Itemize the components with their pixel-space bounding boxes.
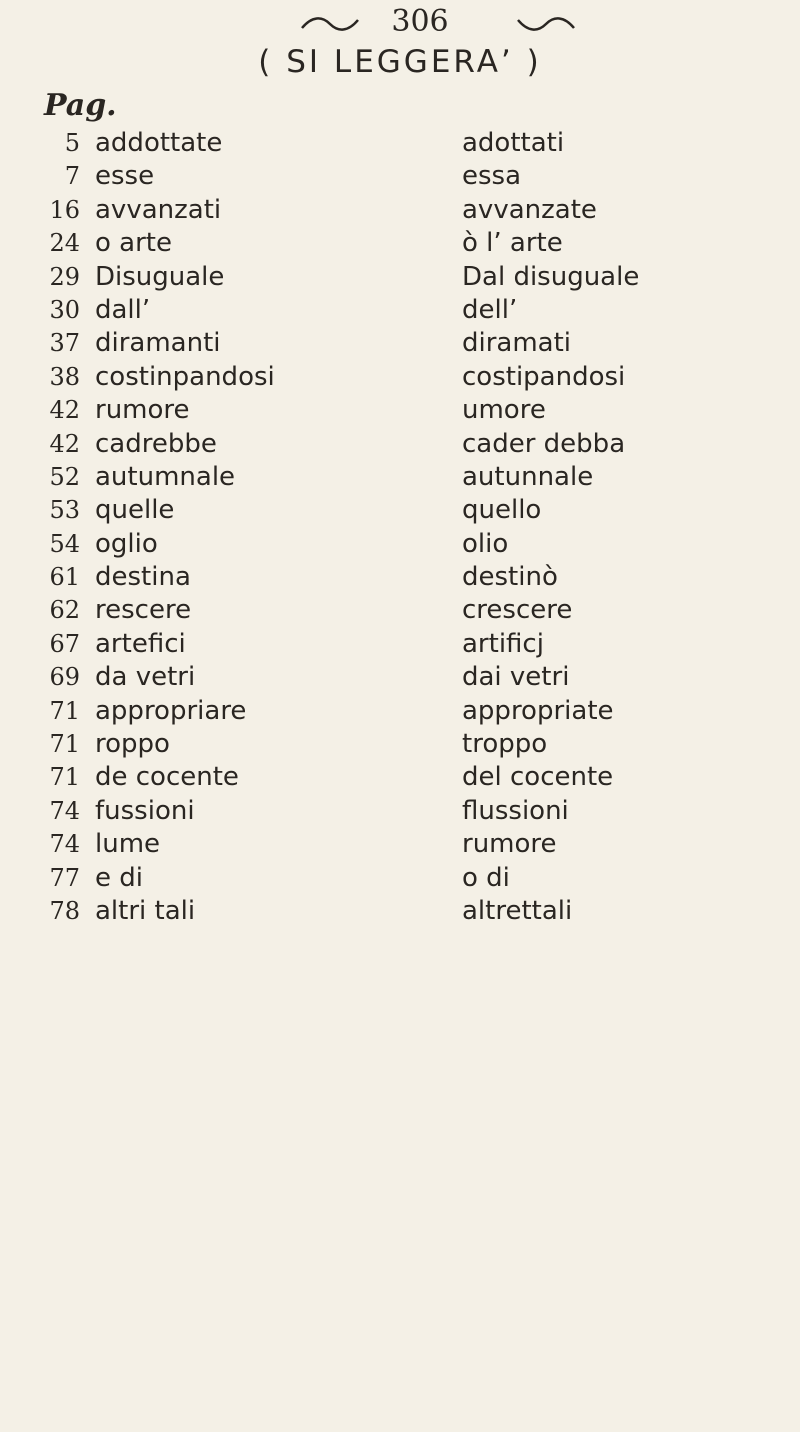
errata-row (0, 428, 800, 461)
errata-error: diramanti (95, 328, 221, 359)
errata-error: Disuguale (95, 261, 225, 292)
errata-error: dall’ (95, 294, 151, 325)
errata-error: costinpandosi (95, 361, 275, 392)
errata-row (0, 828, 800, 861)
pag-label: Pag. (44, 88, 117, 123)
errata-page-ref: 7 (64, 162, 80, 191)
errata-correction: umore (462, 395, 546, 426)
errata-page-ref: 42 (49, 429, 80, 458)
errata-error: e di (95, 862, 143, 893)
errata-page-ref: 38 (49, 362, 80, 391)
errata-error: altri tali (95, 895, 196, 926)
errata-page-ref: 78 (49, 896, 80, 925)
errata-correction: appropriate (462, 695, 614, 726)
ornament-right-icon (516, 14, 576, 34)
errata-page-ref: 74 (49, 796, 80, 825)
errata-error: appropriare (95, 695, 247, 726)
errata-row (0, 728, 800, 761)
errata-error: cadrebbe (95, 428, 217, 459)
errata-row (0, 227, 800, 260)
errata-page-ref: 37 (49, 329, 80, 358)
errata-error: destina (95, 562, 191, 593)
errata-row (0, 361, 800, 394)
errata-correction: avvanzate (462, 194, 597, 225)
errata-page-ref: 54 (49, 529, 80, 558)
errata-correction: dai vetri (462, 662, 570, 693)
errata-error: artefici (95, 628, 186, 659)
errata-error: oglio (95, 528, 158, 559)
errata-page-ref: 30 (49, 295, 80, 324)
errata-correction: altrettali (462, 895, 573, 926)
errata-error: o arte (95, 228, 172, 259)
errata-correction: artificj (462, 628, 544, 659)
errata-list (0, 127, 800, 928)
errata-error: fussioni (95, 795, 195, 826)
errata-correction: rumore (462, 829, 557, 860)
errata-error: esse (95, 161, 155, 192)
errata-row (0, 895, 800, 928)
errata-error: roppo (95, 729, 170, 760)
errata-correction: costipandosi (462, 361, 626, 392)
errata-correction: quello (462, 495, 542, 526)
errata-row (0, 862, 800, 895)
page-header (0, 4, 800, 80)
errata-error: da vetri (95, 662, 196, 693)
errata-page-ref: 62 (49, 596, 80, 625)
errata-page-ref: 42 (49, 396, 80, 425)
errata-row (0, 795, 800, 828)
errata-error: autumnale (95, 461, 236, 492)
errata-row (0, 494, 800, 527)
errata-row (0, 127, 800, 160)
errata-error: lume (95, 829, 161, 860)
errata-row (0, 594, 800, 627)
errata-correction: o di (462, 862, 510, 893)
errata-page-ref: 24 (49, 229, 80, 258)
errata-correction: olio (462, 528, 509, 559)
errata-row (0, 194, 800, 227)
errata-page-ref: 71 (49, 696, 80, 725)
errata-error: quelle (95, 495, 175, 526)
errata-error: addottate (95, 128, 223, 158)
errata-row (0, 327, 800, 360)
errata-error: rescere (95, 595, 192, 626)
errata-correction: essa (462, 161, 522, 192)
errata-correction: crescere (462, 595, 573, 626)
errata-page-ref: 77 (49, 863, 80, 892)
errata-correction: troppo (462, 729, 548, 760)
errata-page-ref: 69 (49, 663, 80, 692)
errata-error: rumore (95, 395, 190, 426)
errata-correction: destinò (462, 562, 558, 593)
errata-correction: Dal disuguale (462, 261, 640, 292)
errata-row (0, 695, 800, 728)
errata-row (0, 160, 800, 193)
errata-page-ref: 5 (64, 129, 80, 157)
errata-row (0, 628, 800, 661)
errata-row (0, 461, 800, 494)
errata-error: avvanzati (95, 194, 222, 225)
errata-page-ref: 71 (49, 730, 80, 759)
ornament-left-icon (300, 14, 360, 34)
errata-row (0, 561, 800, 594)
errata-correction: adottati (462, 128, 565, 158)
errata-page-ref: 74 (49, 830, 80, 859)
errata-row (0, 394, 800, 427)
header-title: ( SI LEGGERA’ ) (258, 44, 542, 80)
errata-page-ref: 53 (49, 496, 80, 525)
errata-correction: dell’ (462, 294, 518, 325)
page-number: 306 (391, 4, 449, 39)
errata-row (0, 261, 800, 294)
errata-correction: autunnale (462, 461, 594, 492)
errata-correction: flussioni (462, 795, 569, 826)
errata-row (0, 528, 800, 561)
errata-correction: diramati (462, 328, 572, 359)
errata-page-ref: 29 (49, 262, 80, 291)
errata-row (0, 761, 800, 794)
errata-row (0, 294, 800, 327)
errata-page-ref: 16 (49, 195, 80, 224)
errata-page-ref: 71 (49, 763, 80, 792)
errata-error: de cocente (95, 762, 239, 793)
errata-row (0, 661, 800, 694)
errata-page-ref: 67 (49, 629, 80, 658)
errata-correction: del cocente (462, 762, 614, 793)
page-number-row (0, 4, 800, 44)
errata-correction: cader debba (462, 428, 626, 459)
errata-page-ref: 61 (49, 563, 80, 592)
errata-page-ref: 52 (49, 462, 80, 491)
errata-correction: ò l’ arte (462, 228, 563, 259)
